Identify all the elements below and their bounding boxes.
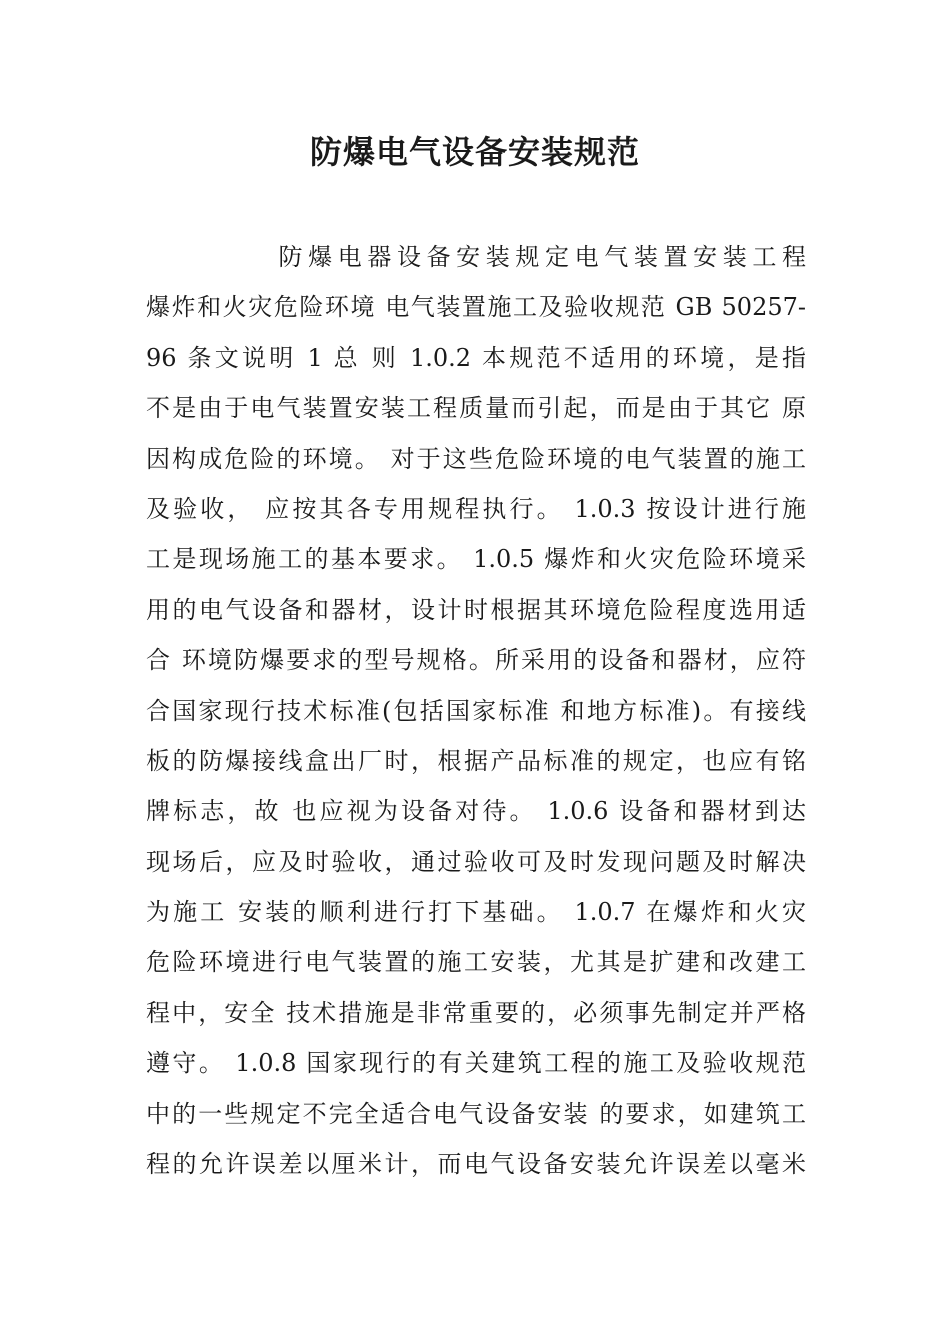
text-line: 板的防爆接线盒出厂时，根据产品标准的规定，也应有铭 [146, 746, 806, 775]
text-line: 合 环境防爆要求的型号规格。所采用的设备和器材，应符 [146, 646, 806, 675]
text-line: 危险环境进行电气装置的施工安装，尤其是扩建和改建工 [146, 948, 806, 977]
text-line: 及验收， 应按其各专用规程执行。 1.0.3 按设计进行施 [146, 494, 806, 523]
text-line: 爆炸和火灾危险环境 电气装置施工及验收规范 GB 50257- [146, 293, 806, 322]
text-line: 防爆电器设备安装规定电气装置安装工程 [146, 243, 806, 271]
text-line: 现场后，应及时验收，通过验收可及时发现问题及时解决 [146, 847, 806, 876]
text-line: 程的允许误差以厘米计，而电气设备安装允许误差以毫米 [146, 1150, 806, 1179]
text-line: 中的一些规定不完全适合电气设备安装 的要求，如建筑工 [146, 1099, 806, 1128]
text-line: 不是由于电气装置安装工程质量而引起，而是由于其它 原 [146, 394, 806, 423]
page-title: 防爆电气设备安装规范 [309, 133, 640, 171]
text-line: 牌标志，故 也应视为设备对待。 1.0.6 设备和器材到达 [146, 797, 806, 826]
text-line: 96 条文说明 1 总 则 1.0.2 本规范不适用的环境，是指 [146, 343, 806, 372]
text-line: 为施工 安装的顺利进行打下基础。 1.0.7 在爆炸和火灾 [146, 898, 806, 927]
text-line: 用的电气设备和器材，设计时根据其环境危险程度选用适 [146, 595, 806, 624]
text-line: 因构成危险的环境。 对于这些危险环境的电气装置的施工 [146, 444, 806, 473]
text-line: 程中，安全 技术措施是非常重要的，必须事先制定并严格 [146, 998, 806, 1027]
text-line: 合国家现行技术标准(包括国家标准 和地方标准)。有接线 [146, 696, 806, 725]
text-line: 工是现场施工的基本要求。 1.0.5 爆炸和火灾危险环境采 [146, 545, 806, 574]
document-body [146, 237, 806, 1194]
text-line: 遵守。 1.0.8 国家现行的有关建筑工程的施工及验收规范 [146, 1049, 806, 1078]
